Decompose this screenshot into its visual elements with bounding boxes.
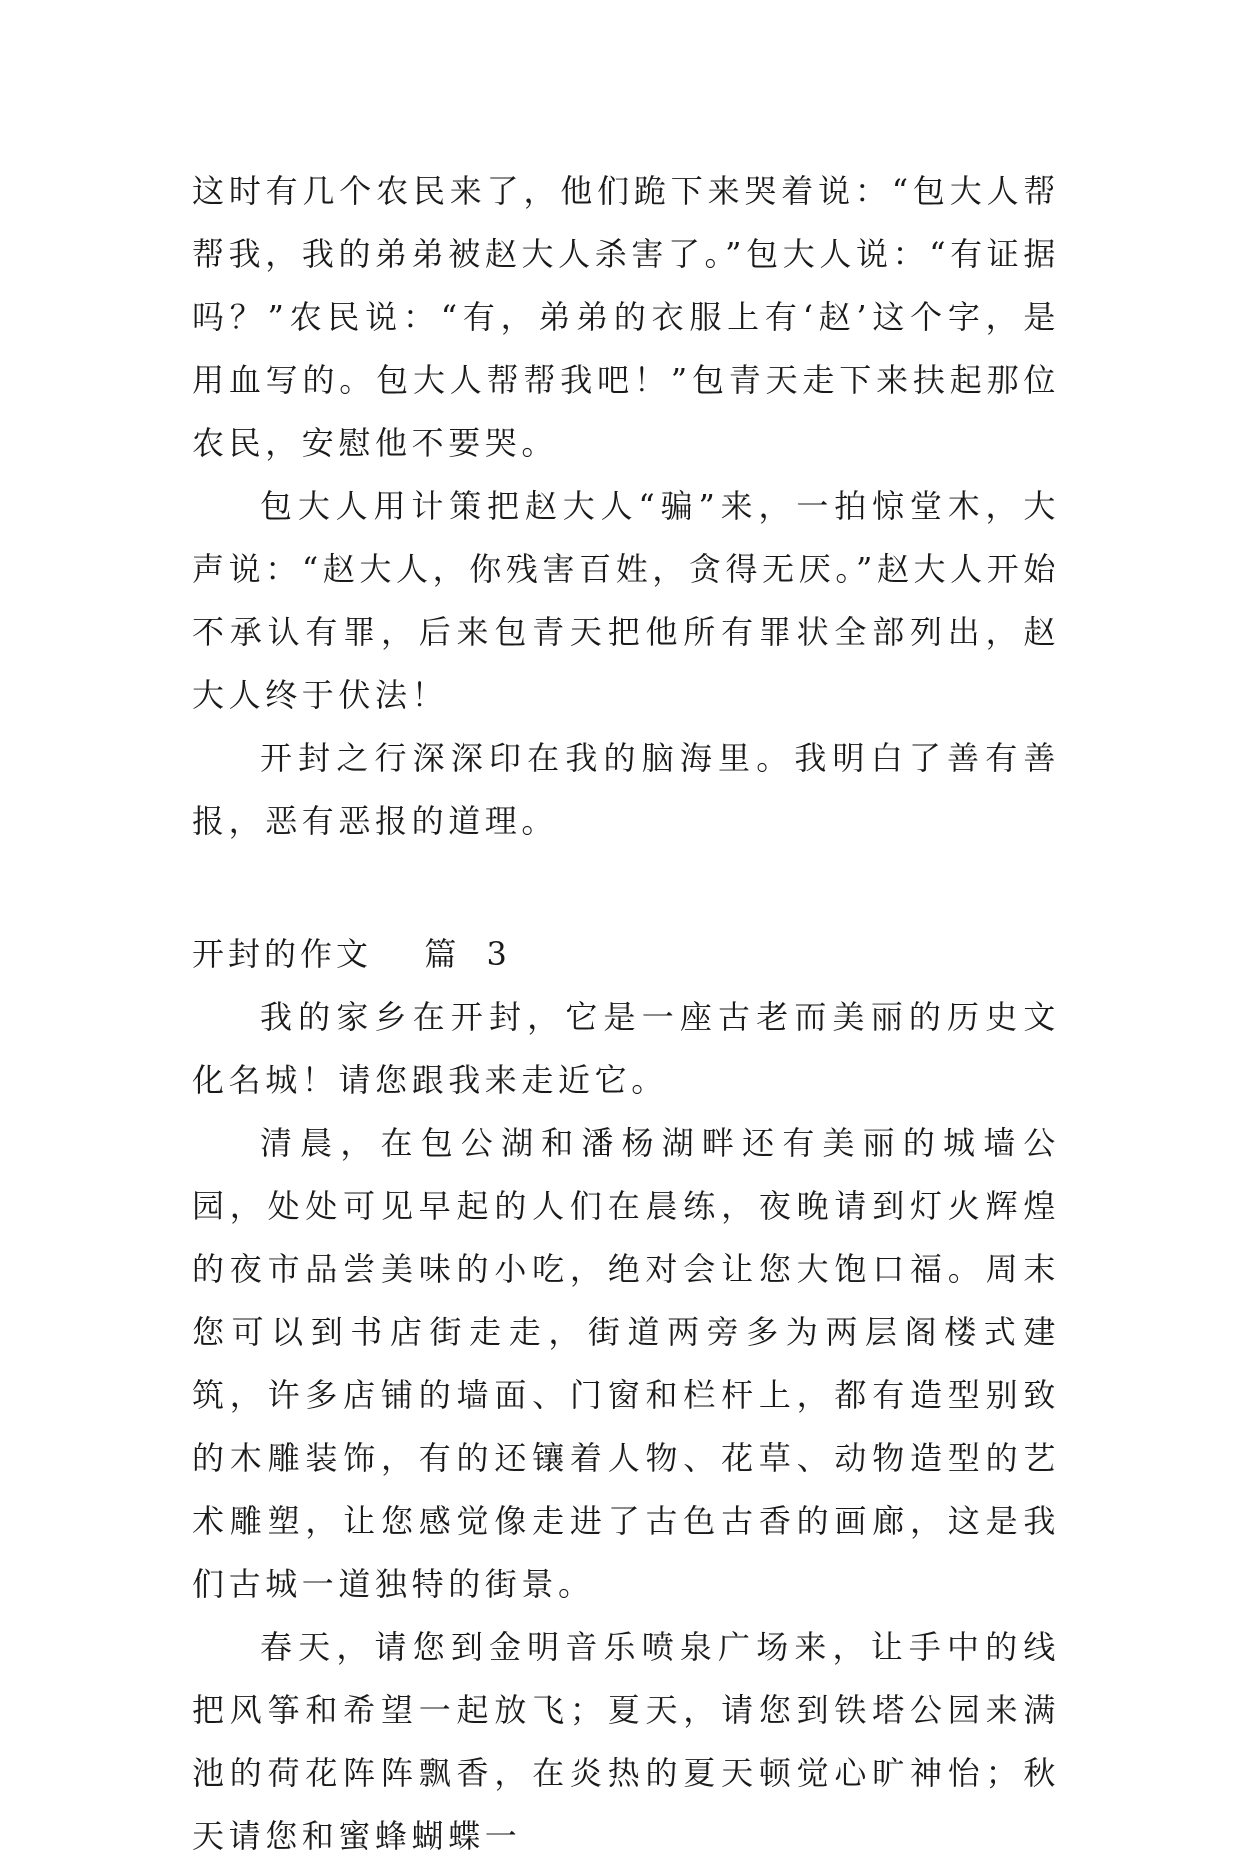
paragraph-morning-night-street: 清晨，在包公湖和潘杨湖畔还有美丽的城墙公园，处处可见早起的人们在晨练，夜晚请到灯火辉煌的夜市品尝美味的小吃，绝对会让您大饱口福。周末您可以到书店街走走，街道两旁多为两层阁楼式建筑，许多店铺的墙面、门窗和栏杆上，都有造型别致的木雕装饰，有的还镶着人物、花草、动物造型的艺术雕塑，让您感觉像走进了古色古香的画廊，这是我们古城一道独特的街景。 (192, 1124, 1060, 1603)
section-heading: 开封的作文 篇 3 (192, 935, 511, 973)
paragraph-farmers-plea: 这时有几个农民来了，他们跪下来哭着说：“包大人帮帮我，我的弟弟被赵大人杀害了。”包大人说：“有证据吗？”农民说：“有，弟弟的衣服上有‘赵’这个字，是用血写的。包大人帮帮我吧！”包青天走下来扶起那位农民，安慰他不要哭。 (192, 172, 1060, 462)
document-body (192, 160, 1060, 1868)
paragraph-hometown-intro: 我的家乡在开封，它是一座古老而美丽的历史文化名城！请您跟我来走近它。 (192, 998, 1060, 1099)
paragraph-reflection: 开封之行深深印在我的脑海里。我明白了善有善报，恶有恶报的道理。 (192, 739, 1060, 840)
paragraph-judgement: 包大人用计策把赵大人“骗”来，一拍惊堂木，大声说：“赵大人，你残害百姓，贪得无厌。”赵大人开始不承认有罪，后来包青天把他所有罪状全部列出，赵大人终于伏法！ (192, 487, 1060, 714)
paragraph-seasons: 春天，请您到金明音乐喷泉广场来，让手中的线把风筝和希望一起放飞；夏天，请您到铁塔公园来满池的荷花阵阵飘香，在炎热的夏天顿觉心旷神怡；秋天请您和蜜蜂蝴蝶一 (192, 1628, 1060, 1855)
